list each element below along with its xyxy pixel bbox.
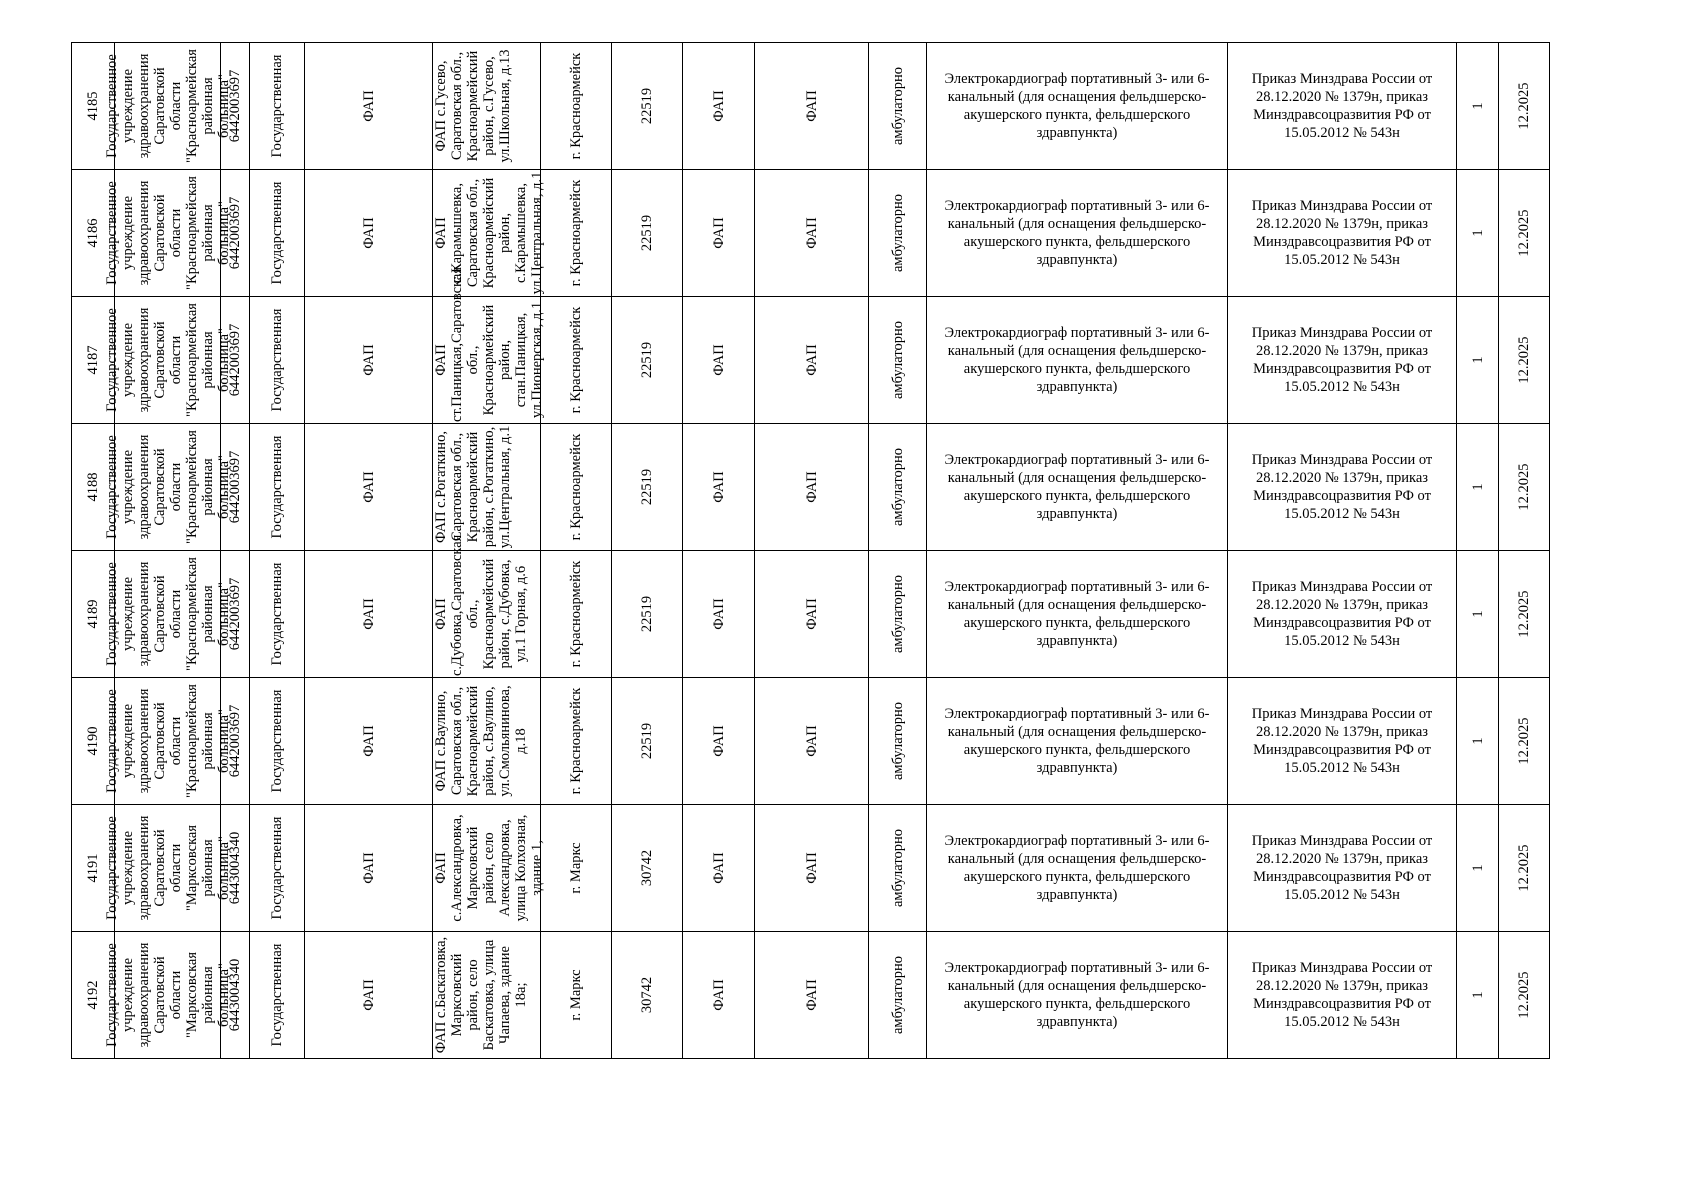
cell-ownership (250, 678, 305, 805)
cell-text-code: 22519 (639, 214, 655, 252)
cell-text-equipment: Электрокардиограф портативный 3- или 6-канальный (для оснащения фельдшерско-акушерского пункта, фельдшерского здравпункта) (944, 960, 1210, 1030)
cell-code (612, 678, 683, 805)
cell-text-ownership: Государственная (269, 308, 285, 412)
cell-text-date: 12.2025 (1516, 844, 1532, 892)
cell-text-code: 22519 (639, 595, 655, 633)
cell-text-city: г. Красноармейск (568, 306, 584, 414)
cell-care-form (869, 678, 927, 805)
cell-equipment (927, 170, 1228, 297)
cell-city (541, 297, 612, 424)
cell-text-date: 12.2025 (1516, 336, 1532, 384)
cell-text-id: 4187 (85, 345, 101, 375)
table-row (72, 678, 1550, 805)
cell-organization (103, 424, 232, 551)
cell-basis (1228, 424, 1457, 551)
cell-text-quantity: 1 (1469, 610, 1486, 618)
cell-text-basis: Приказ Минздрава России от 28.12.2020 № 1379н, приказ Минздравсоцразвития РФ от 15.05.2012 № 543н (1251, 960, 1433, 1030)
cell-text-code: 22519 (639, 468, 655, 506)
cell-address (432, 534, 541, 678)
cell-text-inn: 6442003697 (227, 450, 243, 524)
cell-equipment (927, 678, 1228, 805)
cell-text-id: 4188 (85, 472, 101, 502)
cell-text-equipment: Электрокардиограф портативный 3- или 6-канальный (для оснащения фельдшерско-акушерского пункта, фельдшерского здравпункта) (944, 71, 1210, 141)
cell-text-care-form: амбулаторно (889, 829, 906, 908)
cell-text-address: ФАП ст.Паницкая,Саратовская обл., Красноармейский район, стан.Паницкая, ул.Пионерская, д.1 (432, 267, 545, 422)
cell-text-unit-type: ФАП (360, 852, 377, 884)
cell-unit-b (755, 805, 869, 932)
cell-address (433, 424, 541, 551)
cell-text-quantity: 1 (1469, 991, 1486, 999)
cell-care-form (869, 170, 927, 297)
cell-text-city: г. Маркс (568, 842, 584, 894)
cell-date (1499, 43, 1550, 170)
cell-text-inn: 6442003697 (227, 196, 243, 270)
cell-text-organization: Государственное учреждение здравоохранения Саратовской области "Красноармейская районная больница" (103, 684, 232, 798)
cell-ownership (250, 424, 305, 551)
cell-text-unit-type: ФАП (360, 90, 377, 122)
cell-unit-a (683, 297, 755, 424)
cell-text-unit-b: ФАП (803, 344, 820, 376)
cell-text-inn: 6442003697 (227, 577, 243, 651)
cell-text-unit-b: ФАП (803, 471, 820, 503)
cell-text-id: 4190 (85, 726, 101, 756)
cell-text-unit-type: ФАП (360, 725, 377, 757)
cell-quantity (1457, 551, 1499, 678)
table-row (72, 805, 1550, 932)
cell-text-city: г. Маркс (568, 969, 584, 1021)
cell-text-unit-a: ФАП (710, 852, 727, 884)
cell-text-code: 22519 (639, 87, 655, 125)
cell-text-ownership: Государственная (269, 562, 285, 666)
cell-unit-a (683, 551, 755, 678)
cell-address (433, 678, 541, 805)
cell-text-equipment: Электрокардиограф портативный 3- или 6-канальный (для оснащения фельдшерско-акушерского пункта, фельдшерского здравпункта) (944, 706, 1210, 776)
cell-text-unit-a: ФАП (710, 725, 727, 757)
cell-date (1499, 551, 1550, 678)
table-row (72, 932, 1550, 1059)
cell-text-ownership: Государственная (269, 435, 285, 539)
cell-basis (1228, 678, 1457, 805)
cell-text-ownership: Государственная (269, 54, 285, 158)
table-row (72, 43, 1550, 170)
cell-date (1499, 170, 1550, 297)
cell-code (612, 297, 683, 424)
cell-text-unit-a: ФАП (710, 979, 727, 1011)
cell-care-form (869, 805, 927, 932)
cell-equipment (927, 424, 1228, 551)
cell-text-id: 4189 (85, 599, 101, 629)
cell-inn (221, 805, 250, 932)
cell-unit-type (305, 43, 433, 170)
cell-text-care-form: амбулаторно (889, 67, 906, 146)
cell-city (541, 424, 612, 551)
cell-unit-b (755, 297, 869, 424)
cell-text-basis: Приказ Минздрава России от 28.12.2020 № 1379н, приказ Минздравсоцразвития РФ от 15.05.2012 № 543н (1251, 706, 1433, 776)
cell-text-unit-type: ФАП (360, 979, 377, 1011)
cell-code (612, 805, 683, 932)
cell-unit-type (305, 932, 433, 1059)
cell-address (432, 267, 545, 424)
cell-unit-type (305, 678, 433, 805)
cell-text-inn: 6442003697 (227, 69, 243, 143)
cell-text-organization: Государственное учреждение здравоохранения Саратовской области "Красноармейская районная больница" (103, 430, 232, 544)
cell-text-equipment: Электрокардиограф портативный 3- или 6-канальный (для оснащения фельдшерско-акушерского пункта, фельдшерского здравпункта) (944, 833, 1210, 903)
equipment-table (71, 42, 1550, 1059)
cell-inn (221, 424, 250, 551)
cell-inn (221, 170, 250, 297)
cell-text-unit-b: ФАП (803, 979, 820, 1011)
cell-text-equipment: Электрокардиограф портативный 3- или 6-канальный (для оснащения фельдшерско-акушерского пункта, фельдшерского здравпункта) (944, 452, 1210, 522)
cell-organization (103, 678, 232, 805)
cell-unit-type (305, 170, 433, 297)
cell-unit-a (683, 43, 755, 170)
cell-text-basis: Приказ Минздрава России от 28.12.2020 № 1379н, приказ Минздравсоцразвития РФ от 15.05.2012 № 543н (1251, 71, 1433, 141)
cell-inn (221, 551, 250, 678)
cell-date (1499, 805, 1550, 932)
cell-text-unit-b: ФАП (803, 852, 820, 884)
cell-equipment (927, 297, 1228, 424)
cell-address (433, 43, 541, 170)
cell-text-city: г. Красноармейск (568, 52, 584, 160)
cell-ownership (250, 805, 305, 932)
cell-text-inn: 6443004340 (227, 831, 243, 905)
cell-basis (1228, 43, 1457, 170)
cell-text-address: ФАП с.Ваулино, Саратовская обл., Красноармейский район, с.Ваулино, ул.Смольянинова, д.18 (432, 685, 529, 797)
cell-text-care-form: амбулаторно (889, 575, 906, 654)
cell-city (541, 805, 612, 932)
cell-inn (221, 678, 250, 805)
table-row (72, 551, 1550, 678)
cell-quantity (1457, 297, 1499, 424)
cell-city (541, 170, 612, 297)
cell-text-unit-b: ФАП (803, 217, 820, 249)
cell-equipment (927, 551, 1228, 678)
cell-quantity (1457, 932, 1499, 1059)
cell-text-address: ФАП с.Александровка, Марксовский район, село Александровка, улица Колхозная, здание 1, (432, 814, 545, 922)
table-row (72, 170, 1550, 297)
cell-text-unit-type: ФАП (360, 598, 377, 630)
cell-text-unit-a: ФАП (710, 344, 727, 376)
cell-text-id: 4185 (85, 91, 101, 121)
cell-date (1499, 678, 1550, 805)
cell-basis (1228, 551, 1457, 678)
table-row (72, 297, 1550, 424)
cell-ownership (250, 297, 305, 424)
cell-care-form (869, 297, 927, 424)
cell-unit-b (755, 424, 869, 551)
cell-text-quantity: 1 (1469, 737, 1486, 745)
cell-text-organization: Государственное учреждение здравоохранения Саратовской области "Марксовская районная больница" (103, 942, 232, 1048)
cell-organization (103, 43, 232, 170)
cell-text-code: 30742 (639, 849, 655, 887)
cell-text-date: 12.2025 (1516, 590, 1532, 638)
cell-text-ownership: Государственная (269, 181, 285, 285)
cell-code (612, 424, 683, 551)
cell-unit-b (755, 43, 869, 170)
cell-equipment (927, 932, 1228, 1059)
table-row (72, 424, 1550, 551)
cell-text-care-form: амбулаторно (889, 448, 906, 527)
cell-text-quantity: 1 (1469, 356, 1486, 364)
cell-text-date: 12.2025 (1516, 971, 1532, 1019)
cell-unit-type (305, 424, 433, 551)
cell-text-address: ФАП с.Гусево, Саратовская обл., Красноармейский район, с.Гусево, ул.Школьная, д.13 (432, 49, 513, 163)
cell-text-address: ФАП с.Карамышевка, Саратовская обл., Красноармейский район, с.Карамышевка, ул.Центральная, д.1 (432, 171, 545, 295)
cell-text-ownership: Государственная (269, 689, 285, 793)
cell-unit-a (683, 678, 755, 805)
cell-address (433, 932, 541, 1059)
cell-text-code: 22519 (639, 722, 655, 760)
cell-text-unit-b: ФАП (803, 725, 820, 757)
cell-ownership (250, 551, 305, 678)
cell-unit-type (305, 805, 433, 932)
cell-city (541, 551, 612, 678)
cell-text-ownership: Государственная (269, 816, 285, 920)
cell-unit-type (305, 297, 433, 424)
cell-text-city: г. Красноармейск (568, 560, 584, 668)
cell-code (612, 551, 683, 678)
cell-text-date: 12.2025 (1516, 209, 1532, 257)
cell-text-unit-a: ФАП (710, 598, 727, 630)
cell-text-unit-b: ФАП (803, 90, 820, 122)
cell-text-city: г. Красноармейск (568, 687, 584, 795)
cell-unit-b (755, 678, 869, 805)
cell-care-form (869, 424, 927, 551)
cell-text-basis: Приказ Минздрава России от 28.12.2020 № 1379н, приказ Минздравсоцразвития РФ от 15.05.2012 № 543н (1251, 325, 1433, 395)
cell-care-form (869, 43, 927, 170)
cell-text-address: ФАП с.Баскатовка, Марксовский район, село Баскатовка, улица Чапаева, здание 18а; (432, 936, 529, 1054)
cell-text-inn: 6442003697 (227, 704, 243, 778)
cell-basis (1228, 805, 1457, 932)
cell-code (612, 43, 683, 170)
cell-text-inn: 6442003697 (227, 323, 243, 397)
cell-text-organization: Государственное учреждение здравоохранения Саратовской области "Красноармейская районная больница" (103, 49, 232, 163)
cell-text-id: 4191 (85, 853, 101, 883)
cell-text-organization: Государственное учреждение здравоохранения Саратовской области "Марксовская районная больница" (103, 815, 232, 921)
cell-text-care-form: амбулаторно (889, 321, 906, 400)
cell-text-ownership: Государственная (269, 943, 285, 1047)
cell-text-date: 12.2025 (1516, 82, 1532, 130)
cell-unit-a (683, 424, 755, 551)
cell-ownership (250, 43, 305, 170)
cell-text-id: 4192 (85, 980, 101, 1010)
cell-text-quantity: 1 (1469, 102, 1486, 110)
cell-basis (1228, 297, 1457, 424)
cell-organization (103, 932, 232, 1059)
cell-unit-b (755, 551, 869, 678)
cell-address (432, 805, 545, 932)
cell-text-basis: Приказ Минздрава России от 28.12.2020 № 1379н, приказ Минздравсоцразвития РФ от 15.05.2012 № 543н (1251, 452, 1433, 522)
cell-text-id: 4186 (85, 218, 101, 248)
cell-text-basis: Приказ Минздрава России от 28.12.2020 № 1379н, приказ Минздравсоцразвития РФ от 15.05.2012 № 543н (1251, 198, 1433, 268)
cell-organization (103, 170, 232, 297)
cell-unit-type (305, 551, 433, 678)
cell-text-unit-a: ФАП (710, 90, 727, 122)
cell-unit-a (683, 805, 755, 932)
cell-text-unit-type: ФАП (360, 217, 377, 249)
cell-text-care-form: амбулаторно (889, 702, 906, 781)
cell-code (612, 932, 683, 1059)
cell-unit-b (755, 170, 869, 297)
cell-text-care-form: амбулаторно (889, 956, 906, 1035)
cell-city (541, 678, 612, 805)
cell-text-date: 12.2025 (1516, 463, 1532, 511)
cell-text-care-form: амбулаторно (889, 194, 906, 273)
cell-text-basis: Приказ Минздрава России от 28.12.2020 № 1379н, приказ Минздравсоцразвития РФ от 15.05.2012 № 543н (1251, 833, 1433, 903)
cell-text-equipment: Электрокардиограф портативный 3- или 6-канальный (для оснащения фельдшерско-акушерского пункта, фельдшерского здравпункта) (944, 579, 1210, 649)
cell-quantity (1457, 678, 1499, 805)
cell-basis (1228, 932, 1457, 1059)
cell-text-address: ФАП с.Дубовка,Саратовская обл., Красноармейский район, с.Дубовка, ул.1 Горная, д.6 (432, 534, 529, 676)
cell-equipment (927, 805, 1228, 932)
cell-text-city: г. Красноармейск (568, 179, 584, 287)
cell-text-code: 30742 (639, 976, 655, 1014)
cell-ownership (250, 932, 305, 1059)
cell-quantity (1457, 170, 1499, 297)
cell-text-unit-type: ФАП (360, 344, 377, 376)
cell-text-quantity: 1 (1469, 483, 1486, 491)
cell-text-code: 22519 (639, 341, 655, 379)
cell-text-address: ФАП с.Рогаткино, Саратовская обл., Красноармейский район, с.Рогаткино, ул.Центральная, д.1 (432, 425, 513, 549)
cell-text-equipment: Электрокардиограф портативный 3- или 6-канальный (для оснащения фельдшерско-акушерского пункта, фельдшерского здравпункта) (944, 198, 1210, 268)
cell-care-form (869, 932, 927, 1059)
cell-ownership (250, 170, 305, 297)
cell-text-equipment: Электрокардиограф портативный 3- или 6-канальный (для оснащения фельдшерско-акушерского пункта, фельдшерского здравпункта) (944, 325, 1210, 395)
cell-text-quantity: 1 (1469, 864, 1486, 872)
cell-inn (221, 932, 250, 1059)
cell-text-date: 12.2025 (1516, 717, 1532, 765)
cell-city (541, 932, 612, 1059)
cell-quantity (1457, 805, 1499, 932)
cell-date (1499, 932, 1550, 1059)
cell-unit-a (683, 932, 755, 1059)
cell-unit-a (683, 170, 755, 297)
cell-text-organization: Государственное учреждение здравоохранения Саратовской области "Красноармейская районная больница" (103, 176, 232, 290)
cell-organization (103, 551, 232, 678)
cell-unit-b (755, 932, 869, 1059)
cell-text-inn: 6443004340 (227, 958, 243, 1032)
cell-city (541, 43, 612, 170)
cell-basis (1228, 170, 1457, 297)
cell-equipment (927, 43, 1228, 170)
cell-text-quantity: 1 (1469, 229, 1486, 237)
cell-text-city: г. Красноармейск (568, 433, 584, 541)
cell-text-organization: Государственное учреждение здравоохранения Саратовской области "Красноармейская районная больница" (103, 557, 232, 671)
cell-text-organization: Государственное учреждение здравоохранения Саратовской области "Красноармейская районная больница" (103, 303, 232, 417)
cell-organization (103, 297, 232, 424)
cell-text-unit-type: ФАП (360, 471, 377, 503)
cell-text-basis: Приказ Минздрава России от 28.12.2020 № 1379н, приказ Минздравсоцразвития РФ от 15.05.2012 № 543н (1251, 579, 1433, 649)
cell-text-unit-b: ФАП (803, 598, 820, 630)
cell-code (612, 170, 683, 297)
cell-date (1499, 424, 1550, 551)
cell-inn (221, 297, 250, 424)
cell-organization (103, 805, 232, 932)
cell-text-unit-a: ФАП (710, 471, 727, 503)
cell-quantity (1457, 424, 1499, 551)
cell-inn (221, 43, 250, 170)
cell-care-form (869, 551, 927, 678)
cell-text-unit-a: ФАП (710, 217, 727, 249)
cell-date (1499, 297, 1550, 424)
cell-quantity (1457, 43, 1499, 170)
